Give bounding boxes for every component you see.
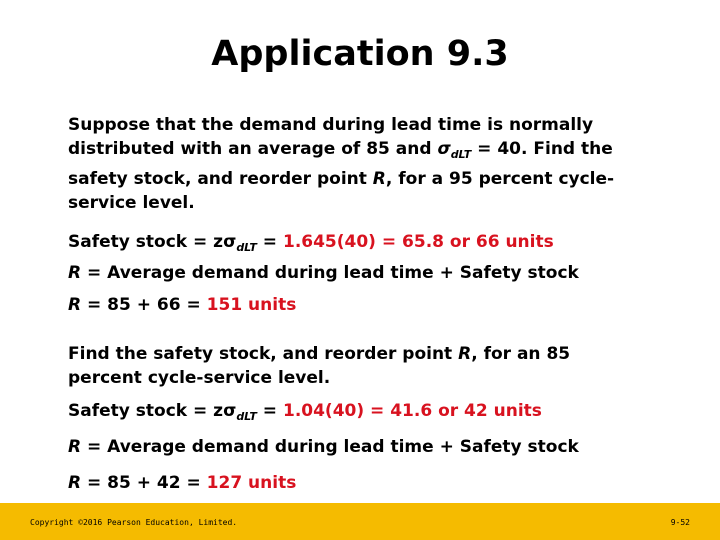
copyright-text: Copyright ©2016 Pearson Education, Limited. [30, 518, 238, 527]
reorder-formula-1: R = Average demand during lead time + Safety stock [68, 263, 579, 283]
problem-statement-1: Suppose that the demand during lead time is normally distributed with an average of 85 and $\sigma_{dLT} = 40$. Find the safety stock, and reorder point R, for a 95 percent cycle-service level. [68, 115, 615, 213]
footer-bar [0, 503, 720, 540]
reorder-calc-1: R = 85 + 66 = 151 units [68, 295, 297, 315]
reorder-formula-2: R = Average demand during lead time + Safety stock [68, 437, 579, 457]
safety-stock-line-2: Safety stock = $z\sigma_{dLT} = 1.04(40) = 41.6$ or 42 units [68, 401, 542, 423]
page-number: 9-52 [670, 518, 690, 527]
safety-stock-line-1: Safety stock = $z\sigma_{dLT} = 1.645(40) = 65.8$ or 66 units [68, 232, 554, 254]
reorder-result-1: 151 units [206, 295, 297, 315]
reorder-result-2: 127 units [206, 473, 297, 493]
safety-stock-result-1: 1.645(40) = 65.8 or 66 units [282, 232, 554, 252]
problem-statement-2: Find the safety stock, and reorder point R, for an 85 percent cycle-service level. [68, 344, 571, 388]
slide-title: Application 9.3 [211, 34, 509, 74]
reorder-calc-2: R = 85 + 42 = 127 units [68, 473, 297, 493]
safety-stock-result-2: 1.04(40) = 41.6 or 42 units [282, 401, 542, 421]
